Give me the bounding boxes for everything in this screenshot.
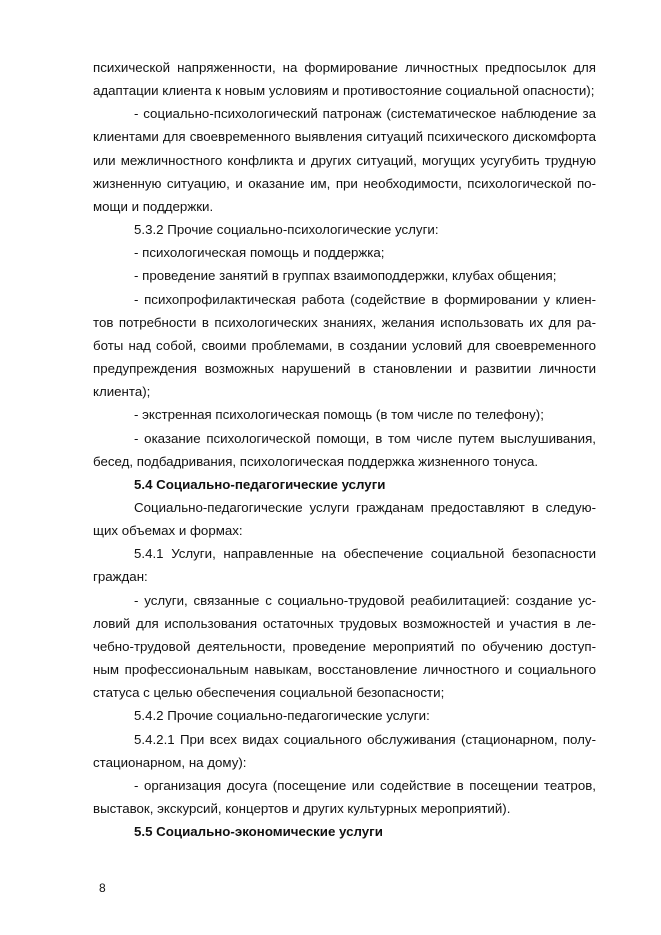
subsection-5-3-2: 5.3.2 Прочие социально-психологические услуги: bbox=[134, 222, 439, 238]
subsection-5-4-2: 5.4.2 Прочие социально-педагогические услуги: bbox=[134, 708, 430, 724]
paragraph-pedagogical-intro: Социально-педагогические услуги гражданам предоставляют в следую-щих объемах и формах: bbox=[93, 499, 596, 539]
list-item-emergency-help: - экстренная психологическая помощь (в том числе по телефону); bbox=[134, 407, 544, 423]
list-item-leisure: - организация досуга (посещение или содействие в посещении театров, выставок, экскурсий, концертов и других культурных мероприятий). bbox=[93, 777, 596, 816]
paragraph-continuation: психической напряженности, на формирование личностных предпосылок для адаптации клиента к новым условиям и противостояние социальной опасности); bbox=[93, 60, 596, 99]
page-body bbox=[93, 56, 596, 843]
page-number: 8 bbox=[99, 881, 106, 895]
section-heading-5-5: 5.5 Социально-экономические услуги bbox=[134, 824, 383, 840]
list-item-labor-rehab: - услуги, связанные с социально-трудовой реабилитацией: создание ус-ловий для использования остаточных трудовых возможностей и участия в ле-чебно-трудовой деятельности, проведение мероприятий по обучению доступ-ным профессиональным навыкам, восстановление личностного и социального статуса с целью обеспечения социальной безопасности; bbox=[93, 592, 596, 701]
subsection-5-4-1: 5.4.1 Услуги, направленные на обеспечение социальной безопасности граждан: bbox=[93, 546, 596, 585]
list-item-support-groups: - проведение занятий в группах взаимоподдержки, клубах общения; bbox=[134, 268, 557, 284]
list-item-psych-help: - психологическая помощь и поддержка; bbox=[134, 245, 385, 261]
list-item-psychoprophylaxis: - психопрофилактическая работа (содействие в формировании у клиен-тов потребности в психологических знаниях, желания использовать их для ра-боты над собой, своими проблемами, в создании условий для своевременного предупреждения возможных нарушений в становлении и развитии личности клиента); bbox=[93, 291, 596, 400]
section-heading-5-4: 5.4 Социально-педагогические услуги bbox=[134, 476, 386, 492]
paragraph-patronage: - социально-психологический патронаж (систематическое наблюдение за клиентами для своевременного выявления ситуаций психического дискомфорта или межличностного конфликта и других ситуаций, могущих усугубить трудную жизненную ситуацию, и оказание им, при необходимости, психологической по-мощи и поддержки. bbox=[93, 106, 596, 214]
subsection-5-4-2-1: 5.4.2.1 При всех видах социального обслуживания (стационарном, полу-стационарном, на дому): bbox=[93, 731, 596, 770]
list-item-listening-help: - оказание психологической помощи, в том числе путем выслушивания, бесед, подбадривания, психологическая поддержка жизненного тонуса. bbox=[93, 430, 596, 469]
